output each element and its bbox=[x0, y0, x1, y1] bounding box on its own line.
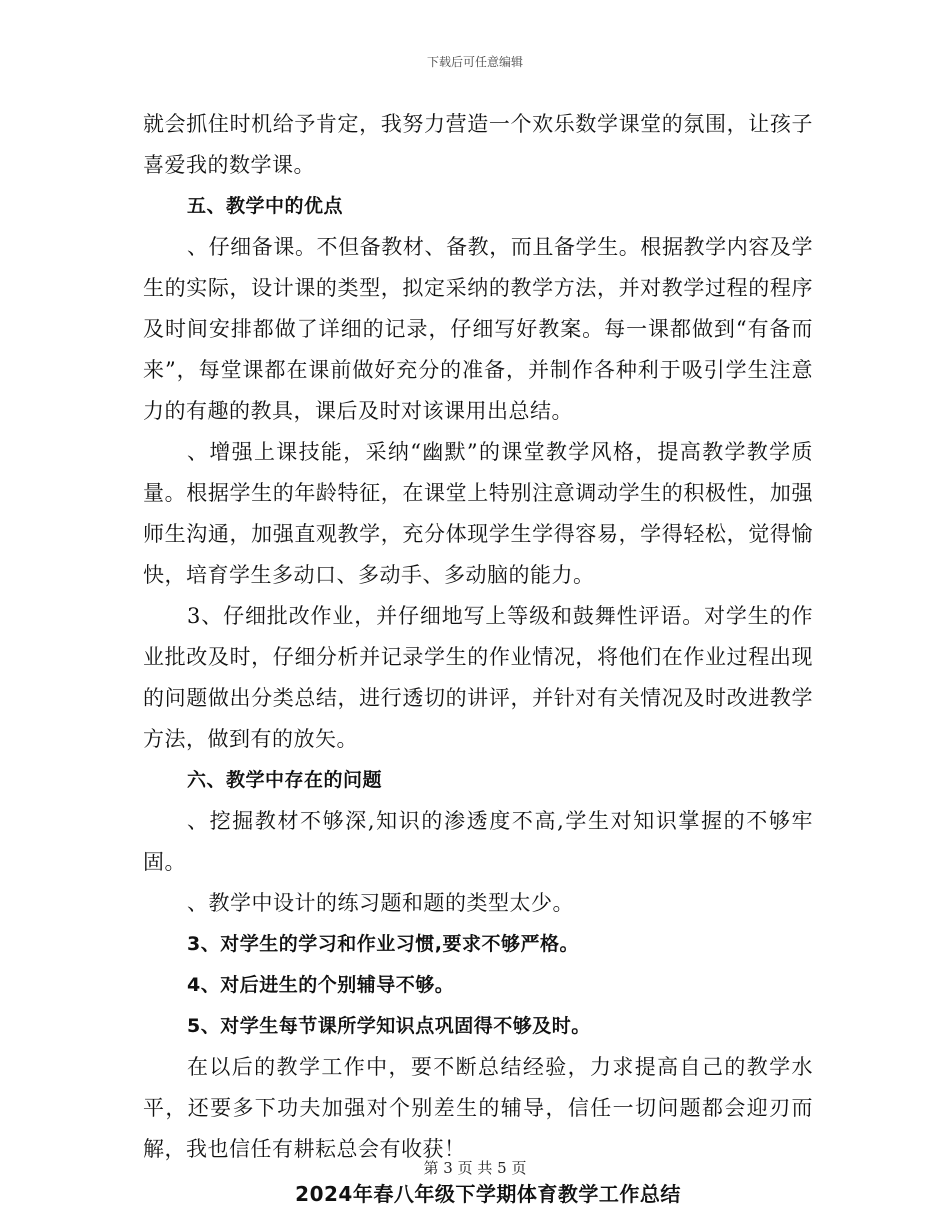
section-heading: 六、教学中存在的问题 bbox=[187, 769, 383, 791]
paragraph: 、挖掘教材不够深,知识的渗透度不高,学生对知识掌握的不够牢固。 bbox=[143, 809, 813, 874]
paragraph: 、仔细备课。不但备教材、备教，而且备学生。根据教学内容及学生的实际，设计课的类型，拟定采纳的教学方法，并对教学过程的程序及时间安排都做了详细的记录，仔细写好教案。每一课都做到“有备而来”，每堂课都在课前做好充分的准备，并制作各种利于吸引学生注意力的有趣的教具，课后及时对该课用出总结。 bbox=[143, 235, 813, 423]
page-header-note: 下载后可任意编辑 bbox=[426, 55, 523, 69]
list-item: 5、对学生每节课所学知识点巩固得不够及时。 bbox=[187, 1015, 591, 1037]
page-number: 第 3 页 共 5 页 bbox=[423, 1159, 527, 1177]
paragraph: 在以后的教学工作中，要不断总结经验，力求提高自己的教学水平，还要多下功夫加强对个别差生的辅导，信任一切问题都会迎刃而解，我也信任有耕耘总会有收获！ bbox=[143, 1055, 813, 1161]
list-item: 4、对后进生的个别辅导不够。 bbox=[187, 974, 455, 996]
list-item: 3、对学生的学习和作业习惯,要求不够严格。 bbox=[187, 933, 579, 955]
paragraph: 就会抓住时机给予肯定，我努力营造一个欢乐数学课堂的氛围，让孩子喜爱我的数学课。 bbox=[143, 112, 813, 177]
paragraph: 、增强上课技能，采纳“幽默”的课堂教学风格，提高教学教学质量。根据学生的年龄特征，在课堂上特别注意调动学生的积极性，加强师生沟通，加强直观教学，充分体现学生学得容易，学得轻松，觉得愉快，培育学生多动口、多动手、多动脑的能力。 bbox=[143, 440, 813, 587]
paragraph: 3、仔细批改作业，并仔细地写上等级和鼓舞性评语。对学生的作业批改及时，仔细分析并记录学生的作业情况，将他们在作业过程出现的问题做出分类总结，进行透切的讲评，并针对有关情况及时改进教学方法，做到有的放矢。 bbox=[143, 604, 813, 751]
document-body bbox=[143, 104, 813, 1215]
document-title: 2024年春八年级下学期体育教学工作总结 bbox=[295, 1182, 681, 1206]
section-heading: 五、教学中的优点 bbox=[187, 195, 344, 217]
paragraph: 、教学中设计的练习题和题的类型太少。 bbox=[187, 891, 574, 915]
